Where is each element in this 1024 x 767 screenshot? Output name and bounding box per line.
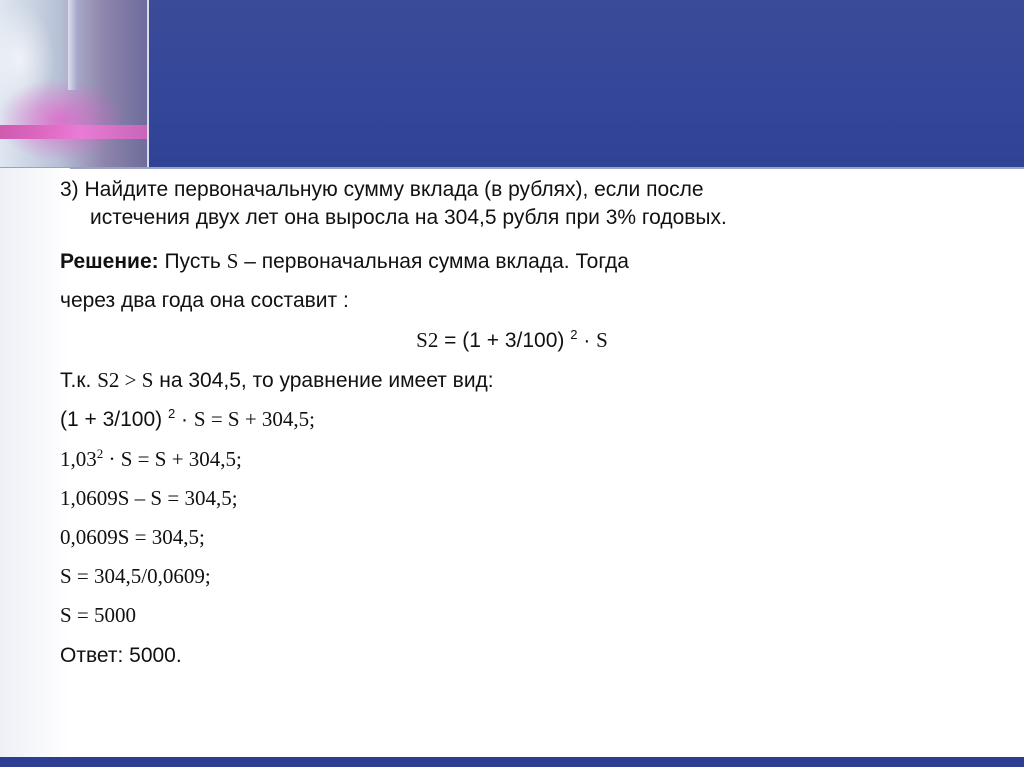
solution-intro-text-a: Пусть: [158, 250, 227, 273]
problem-statement: [60, 176, 1000, 232]
eq1-exponent: 2: [167, 406, 176, 421]
variable-s: S: [226, 249, 239, 273]
main-formula: [0, 328, 1024, 353]
answer-line: Ответ: 5000.: [60, 644, 182, 667]
equation-1: [60, 407, 315, 432]
problem-line-1: 3) Найдите первоначальную сумму вклада (в рублях), если после: [60, 178, 704, 201]
solution-intro-text-b: – первоначальная сумма вклада. Тогда: [238, 250, 629, 273]
eq2-part-c: S = S + 304,5;: [120, 447, 242, 471]
footer-band: [0, 757, 1024, 767]
solution-line-2: через два года она составит :: [60, 289, 349, 312]
since-s2: S2: [97, 368, 120, 392]
eq2-part-a: 1,03: [60, 447, 97, 471]
solution-label: Решение:: [60, 250, 159, 273]
eq1-dot: ·: [175, 408, 194, 431]
since-line: [60, 368, 494, 393]
formula-dot: ·: [577, 329, 597, 352]
solution-intro: [60, 249, 629, 274]
flask-image: [0, 0, 147, 168]
equation-2: [60, 447, 242, 472]
header-divider-vertical: [147, 0, 149, 168]
header-divider-horizontal: [0, 167, 1024, 169]
since-gt: >: [119, 368, 142, 392]
since-s: S: [141, 368, 154, 392]
formula-lhs: S2: [416, 328, 439, 352]
header-band: [0, 0, 1024, 168]
eq2-exponent: 2: [96, 446, 104, 461]
flask-liquid: [0, 125, 147, 139]
equation-6: S = 5000: [60, 603, 137, 627]
formula-mid: = (1 + 3/100): [438, 329, 571, 352]
equation-3: 1,0609S – S = 304,5;: [60, 486, 238, 510]
formula-exponent: 2: [570, 327, 578, 342]
flask-neck: [68, 0, 78, 90]
problem-line-2: истечения двух лет она выросла на 304,5 рубля при 3% годовых.: [90, 206, 727, 229]
equation-4: 0,0609S = 304,5;: [60, 525, 205, 549]
formula-rhs: S: [596, 328, 608, 352]
since-text-b: на 304,5, то уравнение имеет вид:: [153, 369, 494, 392]
eq1-part-c: S = S + 304,5;: [193, 407, 316, 431]
eq1-part-a: (1 + 3/100): [60, 408, 168, 431]
equation-5: S = 304,5/0,0609;: [60, 564, 211, 588]
eq2-dot: ·: [103, 447, 121, 471]
since-text-a: Т.к.: [60, 369, 98, 392]
